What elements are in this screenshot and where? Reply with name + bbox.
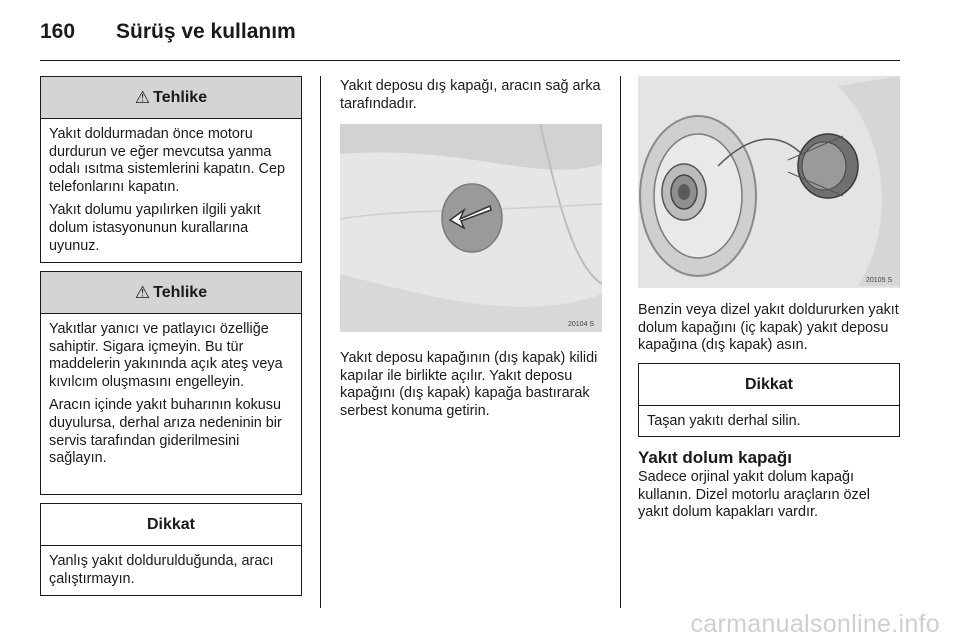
section-heading-fuel-cap: Yakıt dolum kapağı [638,448,792,467]
caution-box-header [639,364,899,406]
page-header [40,20,296,44]
caution-text: Taşan yakıtı derhal silin. [647,413,801,429]
danger-box-body [41,314,301,468]
danger-box-title: Tehlike [153,283,208,301]
caution-text: Yanlış yakıt doldurulduğunda, aracı çalıştırmayın. [49,553,274,587]
caution-box-title: Dikkat [744,375,794,393]
column-divider-2 [620,76,621,608]
header-rule [40,60,900,61]
car-rear-fuel-door-illustration [340,124,602,332]
page-title: Sürüş ve kullanım [116,20,296,43]
warning-triangle-icon: ⚠ [134,282,151,302]
fuel-door-unlock-text: Yakıt deposu kapağının (dış kapak) kilidi kapılar ile birlikte açılır. Yakıt deposu kapağını (dış kapak) kapağa bastırarak serbest konuma getirin. [340,350,598,419]
danger-box-1 [40,76,302,263]
watermark: carmanualsonline.info [690,610,940,638]
fuel-filler-cap-illustration [638,76,900,288]
caution-box-title: Dikkat [146,515,196,533]
fuel-door-location-text: Yakıt deposu dış kapağı, aracın sağ arka tarafındadır. [340,78,601,112]
caution-box-1 [40,503,302,596]
danger-box-2 [40,271,302,495]
danger-box-body [41,119,301,255]
caution-box-header [41,504,301,546]
fuel-door-closed-figure [340,124,602,332]
caution-box-2 [638,363,900,437]
page-number: 160 [40,20,76,43]
danger-text: Yakıt doldurmadan önce motoru durdurun ve eğer mevcutsa yanma odalı ısıtma sistemlerini kapatın. Cep telefonlarını kapatın. [49,126,285,195]
warning-triangle-icon: ⚠ [134,87,151,107]
column-divider-1 [320,76,321,608]
danger-text: Yakıtlar yanıcı ve patlayıcı özelliğe sahiptir. Sigara içmeyin. Bu tür maddelerin yakınında açık ateş veya kıvılcım oluşmasını engelleyin. [49,321,283,390]
danger-box-title: Tehlike [153,88,208,106]
danger-text: Yakıt dolumu yapılırken ilgili yakıt dolum istasyonunun kurallarına uyunuz. [49,202,261,254]
fuel-cap-section-text: Sadece orjinal yakıt dolum kapağı kullanın. Dizel motorlu araçların özel yakıt dolum kapakları vardır. [638,469,870,521]
caution-box-body [639,406,899,431]
figure-code: 20104 S [568,321,595,328]
caution-box-body [41,546,301,588]
fuel-cap-open-figure [638,76,900,288]
danger-box-header [41,272,301,314]
danger-text: Aracın içinde yakıt buharının kokusu duyulursa, derhal arıza nedeninin bir servis tarafından giderilmesini sağlayın. [49,397,282,467]
figure-code: 20105 S [866,277,893,284]
fuel-cap-hang-text: Benzin veya dizel yakıt doldururken yakıt dolum kapağını (iç kapak) yakıt deposu kapağına (dış kapak) asın. [638,302,899,354]
danger-box-header [41,77,301,119]
